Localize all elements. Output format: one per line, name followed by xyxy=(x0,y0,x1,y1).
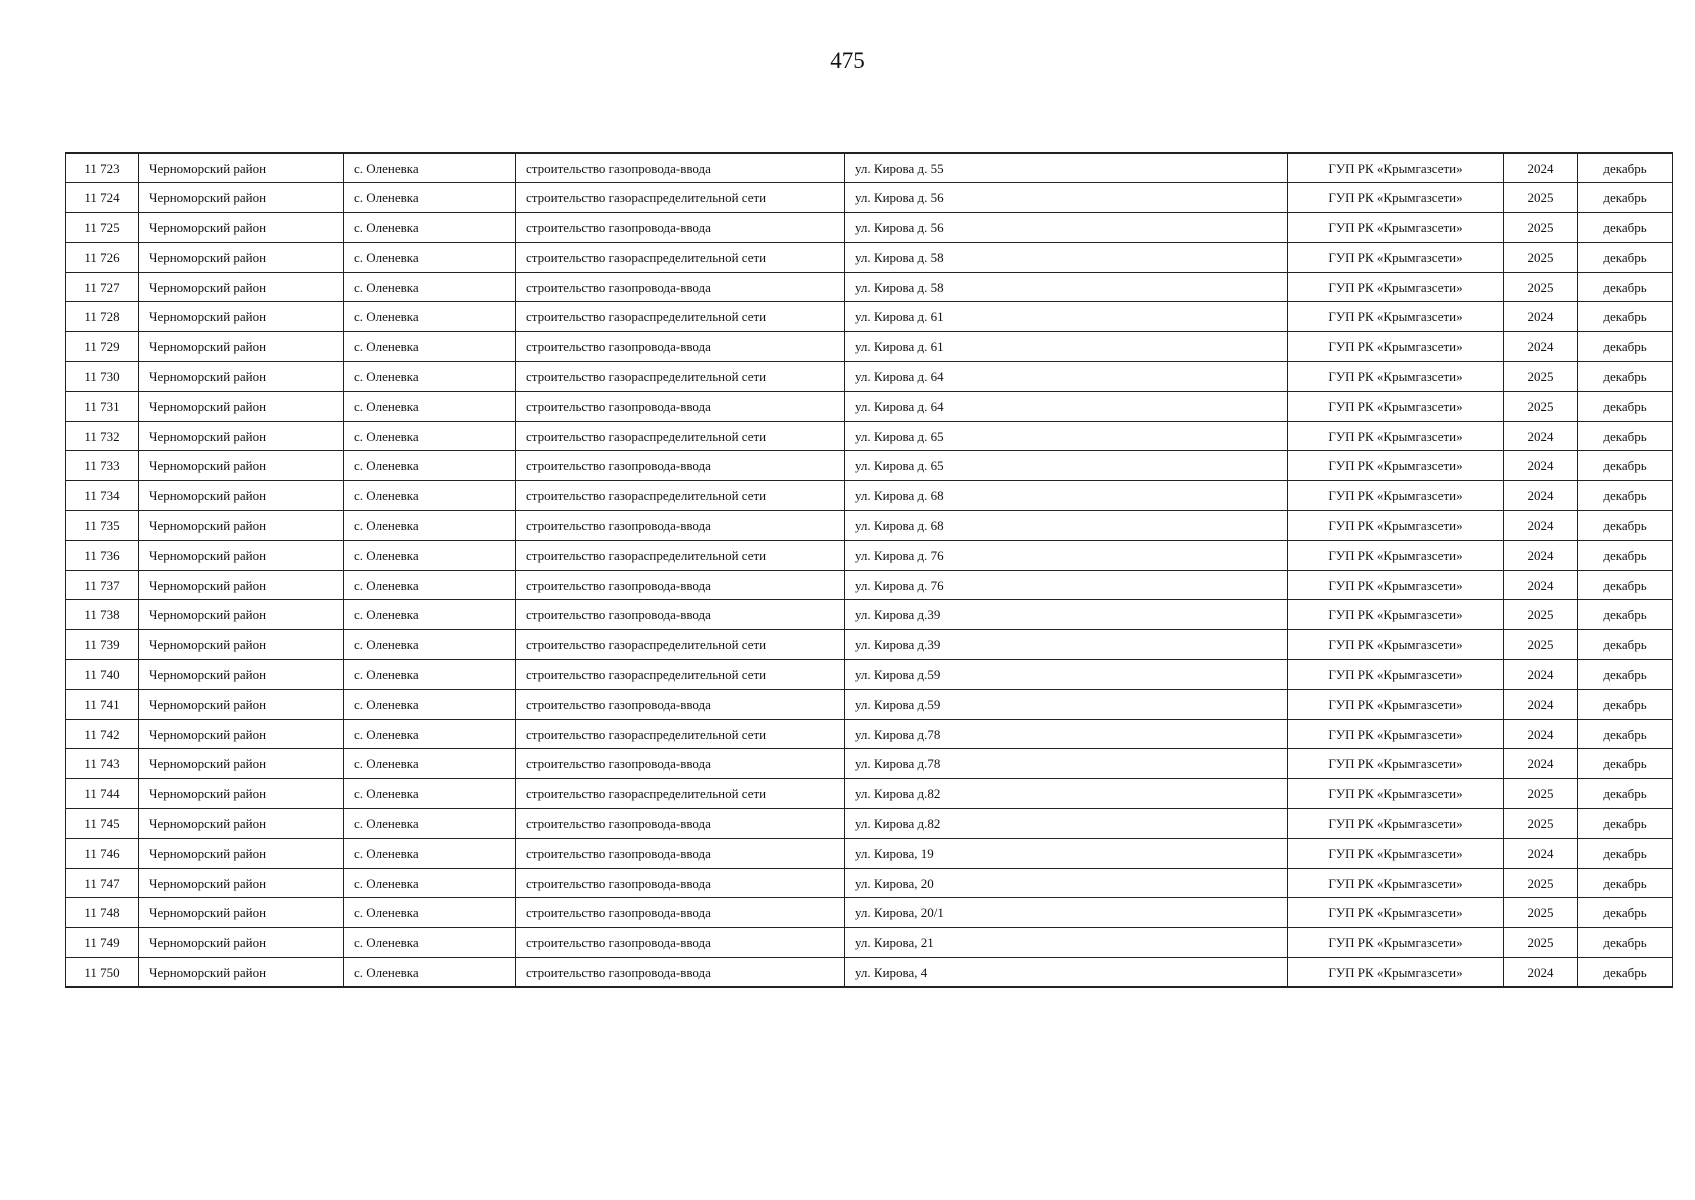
organization-cell: ГУП РК «Крымгазсети» xyxy=(1288,868,1504,898)
month-cell: декабрь xyxy=(1578,838,1673,868)
address-cell: ул. Кирова, 20/1 xyxy=(845,898,1288,928)
work-type-cell: строительство газопровода-ввода xyxy=(516,213,845,243)
district-cell: Черноморский район xyxy=(139,421,344,451)
district-cell: Черноморский район xyxy=(139,540,344,570)
row-number: 11 743 xyxy=(66,749,139,779)
table-row xyxy=(66,213,1673,243)
district-cell: Черноморский район xyxy=(139,898,344,928)
settlement-cell: с. Оленевка xyxy=(344,779,516,809)
year-cell: 2025 xyxy=(1504,272,1578,302)
settlement-cell: с. Оленевка xyxy=(344,421,516,451)
row-number: 11 741 xyxy=(66,689,139,719)
work-type-cell: строительство газопровода-ввода xyxy=(516,809,845,839)
address-cell: ул. Кирова д.59 xyxy=(845,689,1288,719)
year-cell: 2025 xyxy=(1504,928,1578,958)
table-row xyxy=(66,689,1673,719)
settlement-cell: с. Оленевка xyxy=(344,272,516,302)
year-cell: 2025 xyxy=(1504,809,1578,839)
month-cell: декабрь xyxy=(1578,451,1673,481)
address-cell: ул. Кирова д.78 xyxy=(845,749,1288,779)
district-cell: Черноморский район xyxy=(139,660,344,690)
row-number: 11 750 xyxy=(66,958,139,988)
row-number: 11 732 xyxy=(66,421,139,451)
year-cell: 2024 xyxy=(1504,958,1578,988)
table-row xyxy=(66,481,1673,511)
district-cell: Черноморский район xyxy=(139,958,344,988)
address-cell: ул. Кирова д. 55 xyxy=(845,153,1288,183)
work-type-cell: строительство газораспределительной сети xyxy=(516,242,845,272)
table-row xyxy=(66,242,1673,272)
organization-cell: ГУП РК «Крымгазсети» xyxy=(1288,600,1504,630)
month-cell: декабрь xyxy=(1578,213,1673,243)
district-cell: Черноморский район xyxy=(139,481,344,511)
district-cell: Черноморский район xyxy=(139,272,344,302)
district-cell: Черноморский район xyxy=(139,838,344,868)
work-type-cell: строительство газораспределительной сети xyxy=(516,630,845,660)
row-number: 11 740 xyxy=(66,660,139,690)
address-cell: ул. Кирова д. 58 xyxy=(845,242,1288,272)
settlement-cell: с. Оленевка xyxy=(344,362,516,392)
district-cell: Черноморский район xyxy=(139,391,344,421)
work-type-cell: строительство газопровода-ввода xyxy=(516,511,845,541)
settlement-cell: с. Оленевка xyxy=(344,630,516,660)
organization-cell: ГУП РК «Крымгазсети» xyxy=(1288,481,1504,511)
year-cell: 2024 xyxy=(1504,451,1578,481)
table-row xyxy=(66,868,1673,898)
table-row xyxy=(66,362,1673,392)
settlement-cell: с. Оленевка xyxy=(344,302,516,332)
settlement-cell: с. Оленевка xyxy=(344,153,516,183)
work-type-cell: строительство газораспределительной сети xyxy=(516,779,845,809)
year-cell: 2025 xyxy=(1504,391,1578,421)
table-row xyxy=(66,183,1673,213)
row-number: 11 749 xyxy=(66,928,139,958)
work-type-cell: строительство газораспределительной сети xyxy=(516,302,845,332)
year-cell: 2025 xyxy=(1504,362,1578,392)
work-type-cell: строительство газопровода-ввода xyxy=(516,570,845,600)
organization-cell: ГУП РК «Крымгазсети» xyxy=(1288,242,1504,272)
district-cell: Черноморский район xyxy=(139,213,344,243)
month-cell: декабрь xyxy=(1578,600,1673,630)
row-number: 11 725 xyxy=(66,213,139,243)
work-type-cell: строительство газопровода-ввода xyxy=(516,332,845,362)
year-cell: 2025 xyxy=(1504,630,1578,660)
work-type-cell: строительство газопровода-ввода xyxy=(516,958,845,988)
settlement-cell: с. Оленевка xyxy=(344,332,516,362)
district-cell: Черноморский район xyxy=(139,719,344,749)
address-cell: ул. Кирова д. 64 xyxy=(845,362,1288,392)
row-number: 11 734 xyxy=(66,481,139,511)
row-number: 11 733 xyxy=(66,451,139,481)
organization-cell: ГУП РК «Крымгазсети» xyxy=(1288,898,1504,928)
registry-table xyxy=(65,152,1673,988)
page-number: 475 xyxy=(830,48,865,73)
table-row xyxy=(66,600,1673,630)
month-cell: декабрь xyxy=(1578,570,1673,600)
organization-cell: ГУП РК «Крымгазсети» xyxy=(1288,451,1504,481)
address-cell: ул. Кирова д.39 xyxy=(845,600,1288,630)
year-cell: 2024 xyxy=(1504,540,1578,570)
organization-cell: ГУП РК «Крымгазсети» xyxy=(1288,719,1504,749)
organization-cell: ГУП РК «Крымгазсети» xyxy=(1288,689,1504,719)
settlement-cell: с. Оленевка xyxy=(344,660,516,690)
table-row xyxy=(66,153,1673,183)
organization-cell: ГУП РК «Крымгазсети» xyxy=(1288,511,1504,541)
organization-cell: ГУП РК «Крымгазсети» xyxy=(1288,332,1504,362)
table-row xyxy=(66,332,1673,362)
address-cell: ул. Кирова д. 61 xyxy=(845,332,1288,362)
organization-cell: ГУП РК «Крымгазсети» xyxy=(1288,570,1504,600)
work-type-cell: строительство газопровода-ввода xyxy=(516,749,845,779)
table-row xyxy=(66,540,1673,570)
district-cell: Черноморский район xyxy=(139,749,344,779)
year-cell: 2025 xyxy=(1504,898,1578,928)
table-row xyxy=(66,749,1673,779)
month-cell: декабрь xyxy=(1578,809,1673,839)
year-cell: 2025 xyxy=(1504,183,1578,213)
district-cell: Черноморский район xyxy=(139,630,344,660)
table-row xyxy=(66,838,1673,868)
month-cell: декабрь xyxy=(1578,511,1673,541)
month-cell: декабрь xyxy=(1578,481,1673,511)
table-row xyxy=(66,719,1673,749)
year-cell: 2024 xyxy=(1504,302,1578,332)
row-number: 11 731 xyxy=(66,391,139,421)
settlement-cell: с. Оленевка xyxy=(344,391,516,421)
district-cell: Черноморский район xyxy=(139,242,344,272)
district-cell: Черноморский район xyxy=(139,809,344,839)
row-number: 11 737 xyxy=(66,570,139,600)
row-number: 11 726 xyxy=(66,242,139,272)
settlement-cell: с. Оленевка xyxy=(344,242,516,272)
month-cell: декабрь xyxy=(1578,868,1673,898)
organization-cell: ГУП РК «Крымгазсети» xyxy=(1288,421,1504,451)
month-cell: декабрь xyxy=(1578,362,1673,392)
settlement-cell: с. Оленевка xyxy=(344,689,516,719)
month-cell: декабрь xyxy=(1578,630,1673,660)
month-cell: декабрь xyxy=(1578,749,1673,779)
table-row xyxy=(66,302,1673,332)
organization-cell: ГУП РК «Крымгазсети» xyxy=(1288,809,1504,839)
row-number: 11 724 xyxy=(66,183,139,213)
settlement-cell: с. Оленевка xyxy=(344,809,516,839)
district-cell: Черноморский район xyxy=(139,868,344,898)
work-type-cell: строительство газопровода-ввода xyxy=(516,451,845,481)
address-cell: ул. Кирова д. 76 xyxy=(845,540,1288,570)
year-cell: 2024 xyxy=(1504,838,1578,868)
settlement-cell: с. Оленевка xyxy=(344,868,516,898)
month-cell: декабрь xyxy=(1578,391,1673,421)
row-number: 11 729 xyxy=(66,332,139,362)
settlement-cell: с. Оленевка xyxy=(344,213,516,243)
year-cell: 2024 xyxy=(1504,719,1578,749)
month-cell: декабрь xyxy=(1578,272,1673,302)
month-cell: декабрь xyxy=(1578,153,1673,183)
row-number: 11 739 xyxy=(66,630,139,660)
month-cell: декабрь xyxy=(1578,958,1673,988)
table-row xyxy=(66,630,1673,660)
year-cell: 2025 xyxy=(1504,242,1578,272)
district-cell: Черноморский район xyxy=(139,183,344,213)
year-cell: 2025 xyxy=(1504,779,1578,809)
row-number: 11 738 xyxy=(66,600,139,630)
settlement-cell: с. Оленевка xyxy=(344,183,516,213)
organization-cell: ГУП РК «Крымгазсети» xyxy=(1288,838,1504,868)
district-cell: Черноморский район xyxy=(139,689,344,719)
row-number: 11 727 xyxy=(66,272,139,302)
row-number: 11 735 xyxy=(66,511,139,541)
settlement-cell: с. Оленевка xyxy=(344,838,516,868)
row-number: 11 730 xyxy=(66,362,139,392)
row-number: 11 745 xyxy=(66,809,139,839)
address-cell: ул. Кирова д. 65 xyxy=(845,421,1288,451)
work-type-cell: строительство газопровода-ввода xyxy=(516,868,845,898)
settlement-cell: с. Оленевка xyxy=(344,958,516,988)
settlement-cell: с. Оленевка xyxy=(344,451,516,481)
address-cell: ул. Кирова д.82 xyxy=(845,779,1288,809)
settlement-cell: с. Оленевка xyxy=(344,600,516,630)
year-cell: 2025 xyxy=(1504,213,1578,243)
settlement-cell: с. Оленевка xyxy=(344,719,516,749)
table-row xyxy=(66,898,1673,928)
year-cell: 2024 xyxy=(1504,660,1578,690)
district-cell: Черноморский район xyxy=(139,511,344,541)
year-cell: 2024 xyxy=(1504,421,1578,451)
organization-cell: ГУП РК «Крымгазсети» xyxy=(1288,749,1504,779)
month-cell: декабрь xyxy=(1578,689,1673,719)
organization-cell: ГУП РК «Крымгазсети» xyxy=(1288,540,1504,570)
organization-cell: ГУП РК «Крымгазсети» xyxy=(1288,779,1504,809)
organization-cell: ГУП РК «Крымгазсети» xyxy=(1288,183,1504,213)
month-cell: декабрь xyxy=(1578,302,1673,332)
organization-cell: ГУП РК «Крымгазсети» xyxy=(1288,213,1504,243)
month-cell: декабрь xyxy=(1578,898,1673,928)
address-cell: ул. Кирова д. 61 xyxy=(845,302,1288,332)
row-number: 11 748 xyxy=(66,898,139,928)
row-number: 11 747 xyxy=(66,868,139,898)
district-cell: Черноморский район xyxy=(139,332,344,362)
address-cell: ул. Кирова д. 64 xyxy=(845,391,1288,421)
district-cell: Черноморский район xyxy=(139,779,344,809)
year-cell: 2024 xyxy=(1504,570,1578,600)
address-cell: ул. Кирова, 19 xyxy=(845,838,1288,868)
settlement-cell: с. Оленевка xyxy=(344,928,516,958)
organization-cell: ГУП РК «Крымгазсети» xyxy=(1288,302,1504,332)
row-number: 11 742 xyxy=(66,719,139,749)
address-cell: ул. Кирова д.39 xyxy=(845,630,1288,660)
row-number: 11 723 xyxy=(66,153,139,183)
organization-cell: ГУП РК «Крымгазсети» xyxy=(1288,391,1504,421)
table-row xyxy=(66,451,1673,481)
district-cell: Черноморский район xyxy=(139,302,344,332)
year-cell: 2024 xyxy=(1504,511,1578,541)
work-type-cell: строительство газораспределительной сети xyxy=(516,540,845,570)
address-cell: ул. Кирова д. 56 xyxy=(845,213,1288,243)
district-cell: Черноморский район xyxy=(139,928,344,958)
work-type-cell: строительство газораспределительной сети xyxy=(516,183,845,213)
district-cell: Черноморский район xyxy=(139,451,344,481)
work-type-cell: строительство газопровода-ввода xyxy=(516,272,845,302)
year-cell: 2024 xyxy=(1504,332,1578,362)
month-cell: декабрь xyxy=(1578,928,1673,958)
work-type-cell: строительство газораспределительной сети xyxy=(516,481,845,511)
settlement-cell: с. Оленевка xyxy=(344,511,516,541)
settlement-cell: с. Оленевка xyxy=(344,481,516,511)
month-cell: декабрь xyxy=(1578,332,1673,362)
month-cell: декабрь xyxy=(1578,540,1673,570)
work-type-cell: строительство газораспределительной сети xyxy=(516,421,845,451)
organization-cell: ГУП РК «Крымгазсети» xyxy=(1288,272,1504,302)
work-type-cell: строительство газопровода-ввода xyxy=(516,928,845,958)
row-number: 11 728 xyxy=(66,302,139,332)
work-type-cell: строительство газопровода-ввода xyxy=(516,838,845,868)
month-cell: декабрь xyxy=(1578,183,1673,213)
month-cell: декабрь xyxy=(1578,660,1673,690)
table-row xyxy=(66,958,1673,988)
year-cell: 2025 xyxy=(1504,600,1578,630)
address-cell: ул. Кирова, 4 xyxy=(845,958,1288,988)
settlement-cell: с. Оленевка xyxy=(344,540,516,570)
district-cell: Черноморский район xyxy=(139,153,344,183)
year-cell: 2024 xyxy=(1504,153,1578,183)
address-cell: ул. Кирова, 20 xyxy=(845,868,1288,898)
work-type-cell: строительство газопровода-ввода xyxy=(516,391,845,421)
work-type-cell: строительство газопровода-ввода xyxy=(516,600,845,630)
address-cell: ул. Кирова д.59 xyxy=(845,660,1288,690)
table-row xyxy=(66,660,1673,690)
table-row xyxy=(66,421,1673,451)
district-cell: Черноморский район xyxy=(139,362,344,392)
organization-cell: ГУП РК «Крымгазсети» xyxy=(1288,153,1504,183)
work-type-cell: строительство газопровода-ввода xyxy=(516,898,845,928)
row-number: 11 744 xyxy=(66,779,139,809)
table-row xyxy=(66,928,1673,958)
work-type-cell: строительство газораспределительной сети xyxy=(516,362,845,392)
table-row xyxy=(66,779,1673,809)
year-cell: 2024 xyxy=(1504,689,1578,719)
year-cell: 2024 xyxy=(1504,749,1578,779)
registry-body xyxy=(66,153,1673,987)
work-type-cell: строительство газопровода-ввода xyxy=(516,689,845,719)
organization-cell: ГУП РК «Крымгазсети» xyxy=(1288,362,1504,392)
organization-cell: ГУП РК «Крымгазсети» xyxy=(1288,928,1504,958)
table-row xyxy=(66,809,1673,839)
settlement-cell: с. Оленевка xyxy=(344,749,516,779)
address-cell: ул. Кирова, 21 xyxy=(845,928,1288,958)
address-cell: ул. Кирова д.82 xyxy=(845,809,1288,839)
address-cell: ул. Кирова д.78 xyxy=(845,719,1288,749)
month-cell: декабрь xyxy=(1578,719,1673,749)
table-row xyxy=(66,511,1673,541)
month-cell: декабрь xyxy=(1578,421,1673,451)
month-cell: декабрь xyxy=(1578,242,1673,272)
year-cell: 2024 xyxy=(1504,481,1578,511)
organization-cell: ГУП РК «Крымгазсети» xyxy=(1288,630,1504,660)
table-row xyxy=(66,391,1673,421)
address-cell: ул. Кирова д. 65 xyxy=(845,451,1288,481)
address-cell: ул. Кирова д. 58 xyxy=(845,272,1288,302)
organization-cell: ГУП РК «Крымгазсети» xyxy=(1288,660,1504,690)
district-cell: Черноморский район xyxy=(139,570,344,600)
table-row xyxy=(66,272,1673,302)
district-cell: Черноморский район xyxy=(139,600,344,630)
settlement-cell: с. Оленевка xyxy=(344,570,516,600)
address-cell: ул. Кирова д. 68 xyxy=(845,481,1288,511)
address-cell: ул. Кирова д. 56 xyxy=(845,183,1288,213)
year-cell: 2025 xyxy=(1504,868,1578,898)
work-type-cell: строительство газораспределительной сети xyxy=(516,660,845,690)
work-type-cell: строительство газораспределительной сети xyxy=(516,719,845,749)
row-number: 11 736 xyxy=(66,540,139,570)
row-number: 11 746 xyxy=(66,838,139,868)
settlement-cell: с. Оленевка xyxy=(344,898,516,928)
organization-cell: ГУП РК «Крымгазсети» xyxy=(1288,958,1504,988)
address-cell: ул. Кирова д. 76 xyxy=(845,570,1288,600)
work-type-cell: строительство газопровода-ввода xyxy=(516,153,845,183)
month-cell: декабрь xyxy=(1578,779,1673,809)
address-cell: ул. Кирова д. 68 xyxy=(845,511,1288,541)
table-row xyxy=(66,570,1673,600)
